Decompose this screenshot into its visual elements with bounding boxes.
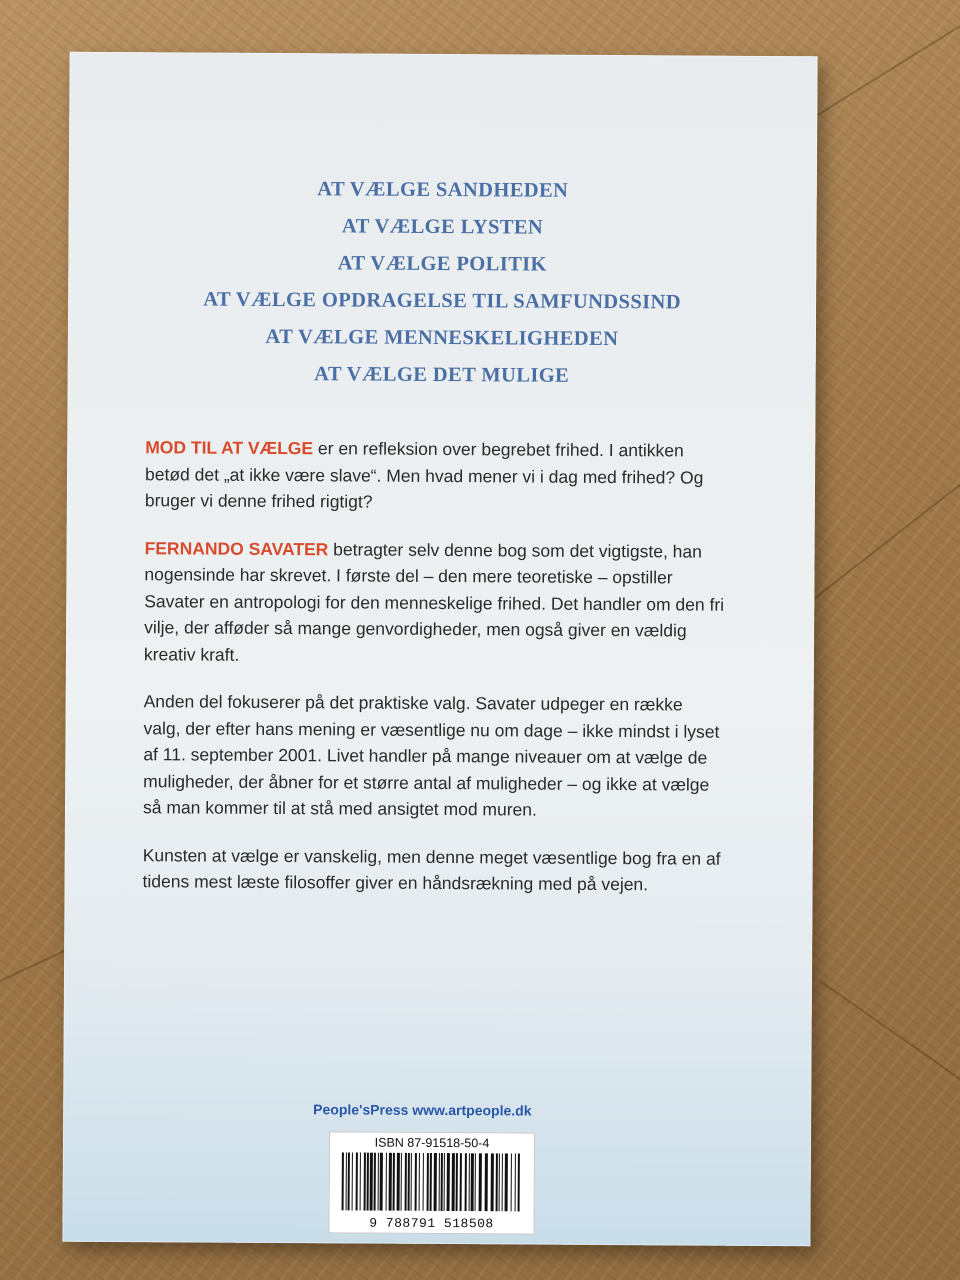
barcode-bar bbox=[460, 1153, 462, 1211]
barcode-bar bbox=[434, 1153, 437, 1211]
barcode-bar bbox=[408, 1153, 410, 1211]
blurb-paragraph bbox=[144, 535, 725, 671]
barcode-bar bbox=[356, 1152, 358, 1210]
barcode-bar bbox=[367, 1153, 369, 1211]
barcode-bar bbox=[352, 1152, 353, 1210]
ean-number: 9 788791 518508 bbox=[369, 1215, 494, 1232]
barcode-bar bbox=[427, 1153, 429, 1211]
barcode-bar bbox=[441, 1153, 443, 1211]
blurb-text: Anden del fokuserer på det praktiske valg. Savater udpeger en række valg, der efter hans mening er væsentlige nu om dage – ikke mindst i lyset af 11. september 2001. Livet handler på mange niveauer om at vælge de muligheder, der åbner for et større antal af muligheder – og ikke at vælge så man kommer til at stå med ansigtet mod muren. bbox=[142, 691, 720, 820]
barcode-bar bbox=[401, 1153, 402, 1211]
barcode-bar bbox=[411, 1153, 412, 1211]
barcode-bar bbox=[389, 1153, 392, 1211]
barcode-bar bbox=[456, 1153, 458, 1211]
barcode-bar bbox=[499, 1153, 500, 1211]
book-back-cover bbox=[62, 52, 817, 1247]
barcode-bar bbox=[346, 1152, 347, 1210]
blurb-text: betragter selv denne bog som det vigtigste, han nogensinde har skrevet. I første del – den mere teoretiske – opstiller Savater en antropologi for den menneskelige frihed. Det handler om den fri vilje, der afføder så mange genvordigheder, men også giver en vældig kreativ kraft. bbox=[143, 538, 725, 665]
barcode-bar bbox=[479, 1153, 482, 1211]
blurb-text: Kunsten at vælge er vanskelig, men denne meget væsentlige bog fra en af tidens mest læste filosoffer giver en håndsrækning med på vejen. bbox=[142, 844, 721, 895]
barcode-bar bbox=[475, 1153, 476, 1211]
barcode-bar bbox=[502, 1153, 503, 1211]
chapter-title: AT VÆLGE MENNESKELIGHEDEN bbox=[265, 325, 619, 351]
barcode-bar bbox=[515, 1153, 516, 1211]
chapter-title-list bbox=[68, 170, 817, 397]
barcode-bar bbox=[364, 1153, 366, 1211]
blurb-paragraph bbox=[145, 434, 725, 517]
blurb-highlight: MOD TIL AT VÆLGE bbox=[145, 437, 314, 459]
blurb-highlight: FERNANDO SAVATER bbox=[144, 537, 329, 559]
barcode-bar bbox=[370, 1153, 373, 1211]
barcode-bar bbox=[415, 1153, 417, 1211]
barcode-bar bbox=[447, 1153, 450, 1211]
chapter-title: AT VÆLGE LYSTEN bbox=[341, 215, 544, 239]
chapter-title: AT VÆLGE POLITIK bbox=[337, 252, 548, 276]
barcode-bar bbox=[439, 1153, 440, 1211]
barcode-bar bbox=[360, 1153, 361, 1211]
chapter-title: AT VÆLGE SANDHEDEN bbox=[317, 178, 569, 202]
isbn-barcode bbox=[328, 1131, 535, 1234]
barcode-bar bbox=[405, 1153, 407, 1211]
barcode-bar bbox=[491, 1153, 494, 1211]
blurb-paragraph bbox=[143, 688, 724, 824]
barcode-bar bbox=[419, 1153, 420, 1211]
barcode-bar bbox=[348, 1152, 350, 1210]
barcode-bar bbox=[430, 1153, 432, 1211]
blurb bbox=[142, 434, 725, 919]
barcode-bar bbox=[378, 1153, 379, 1211]
floor-seam bbox=[819, 980, 960, 1096]
barcode-bar bbox=[380, 1153, 383, 1211]
barcode-bar bbox=[505, 1153, 508, 1211]
barcode-bar bbox=[518, 1153, 520, 1211]
isbn-number: ISBN 87-91518-50-4 bbox=[374, 1135, 490, 1151]
barcode-bars bbox=[340, 1152, 524, 1211]
blurb-text: er en refleksion over begrebet frihed. I antikken betød det „at ikke være slave“. Men hvad mener vi i dag med frihed? Og bruger vi denne frihed rigtigt? bbox=[144, 438, 704, 512]
barcode-bar bbox=[485, 1153, 488, 1211]
barcode-bar bbox=[511, 1153, 512, 1211]
barcode-bar bbox=[374, 1153, 376, 1211]
barcode-bar bbox=[423, 1153, 424, 1211]
barcode-bar bbox=[342, 1152, 344, 1210]
barcode-bar bbox=[471, 1153, 474, 1211]
blurb-paragraph bbox=[142, 842, 722, 899]
publisher-line: People'sPress www.artpeople.dk bbox=[313, 1101, 532, 1119]
barcode-bar bbox=[496, 1153, 498, 1211]
chapter-title: AT VÆLGE OPDRAGELSE TIL SAMFUNDSSIND bbox=[203, 288, 682, 314]
barcode-bar bbox=[386, 1153, 387, 1211]
barcode-bar bbox=[452, 1153, 455, 1211]
barcode-bar bbox=[393, 1153, 395, 1211]
barcode-bar bbox=[469, 1153, 470, 1211]
chapter-title: AT VÆLGE DET MULIGE bbox=[314, 363, 570, 387]
barcode-bar bbox=[444, 1153, 445, 1211]
barcode-bar bbox=[397, 1153, 400, 1211]
barcode-bar bbox=[465, 1153, 467, 1211]
